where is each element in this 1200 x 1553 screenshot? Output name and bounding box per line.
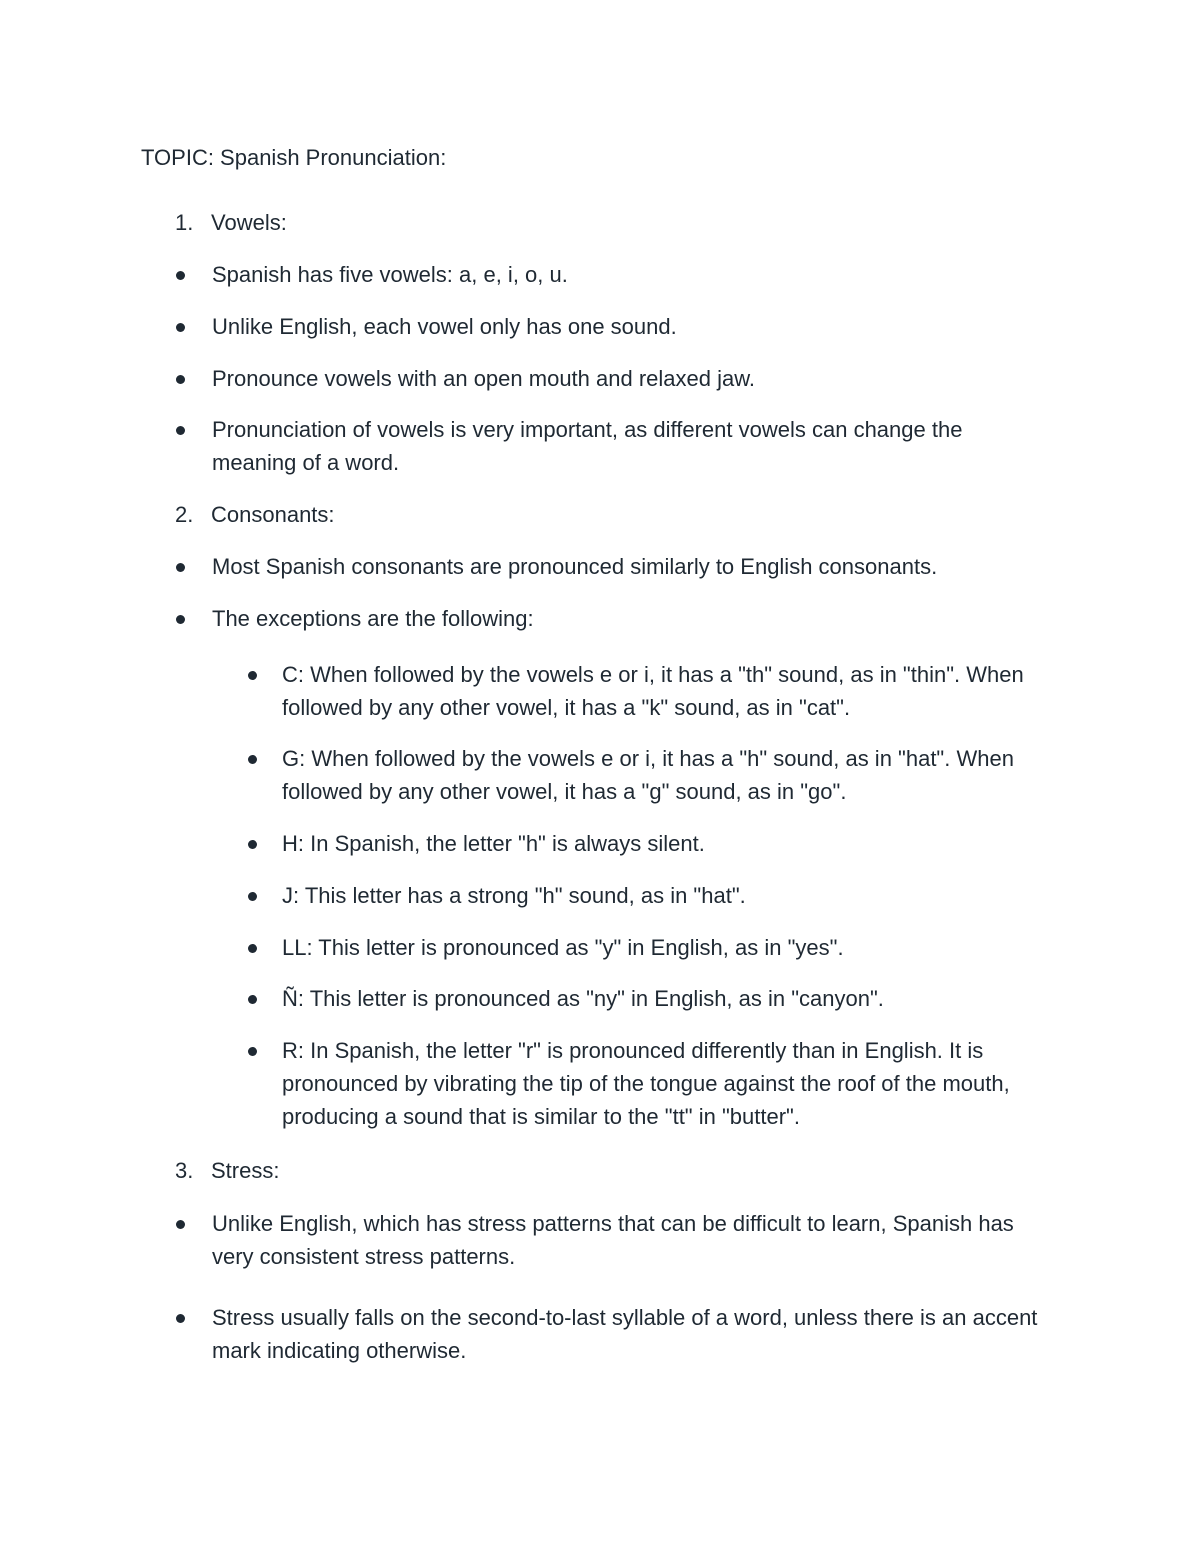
- section-title: Stress:: [211, 1158, 280, 1183]
- bullet-icon: [176, 323, 185, 332]
- page-title: TOPIC: Spanish Pronunciation:: [141, 145, 447, 170]
- bullet-icon: [248, 755, 257, 764]
- list-item-text: Spanish has five vowels: a, e, i, o, u.: [212, 262, 568, 287]
- list-item-text: J: This letter has a strong "h" sound, as in "hat".: [282, 883, 746, 908]
- section-title: Vowels:: [211, 210, 287, 235]
- bullet-icon: [176, 563, 185, 572]
- bullet-icon: [176, 271, 185, 280]
- bullet-icon: [248, 840, 257, 849]
- list-item-text: H: In Spanish, the letter "h" is always silent.: [282, 831, 705, 856]
- bullet-icon: [176, 426, 185, 435]
- list-item-text: Pronounce vowels with an open mouth and relaxed jaw.: [212, 366, 756, 391]
- list-item-text: The exceptions are the following:: [212, 606, 534, 631]
- bullet-icon: [176, 615, 185, 624]
- bullet-icon: [176, 1314, 185, 1323]
- bullet-icon: [248, 1047, 257, 1056]
- bullet-icon: [248, 671, 257, 680]
- bullet-icon: [248, 892, 257, 901]
- section-number: 1.: [175, 210, 194, 235]
- bullet-icon: [248, 995, 257, 1004]
- bullet-icon: [248, 944, 257, 953]
- list-item-text: Ñ: This letter is pronounced as "ny" in English, as in "canyon".: [282, 986, 884, 1011]
- section-number: 2.: [175, 502, 194, 527]
- list-item-text: Pronunciation of vowels is very important, as different vowels can change the meaning of a word.: [212, 417, 963, 475]
- list-item-text: C: When followed by the vowels e or i, it has a "th" sound, as in "thin". When followed by any other vowel, it has a "k" sound, as in "cat".: [282, 662, 1024, 720]
- list-item-text: R: In Spanish, the letter "r" is pronounced differently than in English. It is pronounced by vibrating the tip of the tongue against the roof of the mouth, producing a sound that is similar to the "tt" in "butter".: [282, 1038, 1010, 1129]
- bullet-icon: [176, 1220, 185, 1229]
- list-item-text: Most Spanish consonants are pronounced similarly to English consonants.: [212, 554, 938, 579]
- list-item-text: LL: This letter is pronounced as "y" in English, as in "yes".: [282, 935, 844, 960]
- list-item-text: G: When followed by the vowels e or i, it has a "h" sound, as in "hat". When followed by any other vowel, it has a "g" sound, as in "go".: [282, 746, 1014, 804]
- section-number: 3.: [175, 1158, 194, 1183]
- bullet-icon: [176, 375, 185, 384]
- list-item-text: Stress usually falls on the second-to-last syllable of a word, unless there is an accent mark indicating otherwise.: [212, 1305, 1038, 1363]
- list-item-text: Unlike English, each vowel only has one sound.: [212, 314, 677, 339]
- section-title: Consonants:: [211, 502, 335, 527]
- list-item-text: Unlike English, which has stress patterns that can be difficult to learn, Spanish has very consistent stress patterns.: [212, 1211, 1014, 1269]
